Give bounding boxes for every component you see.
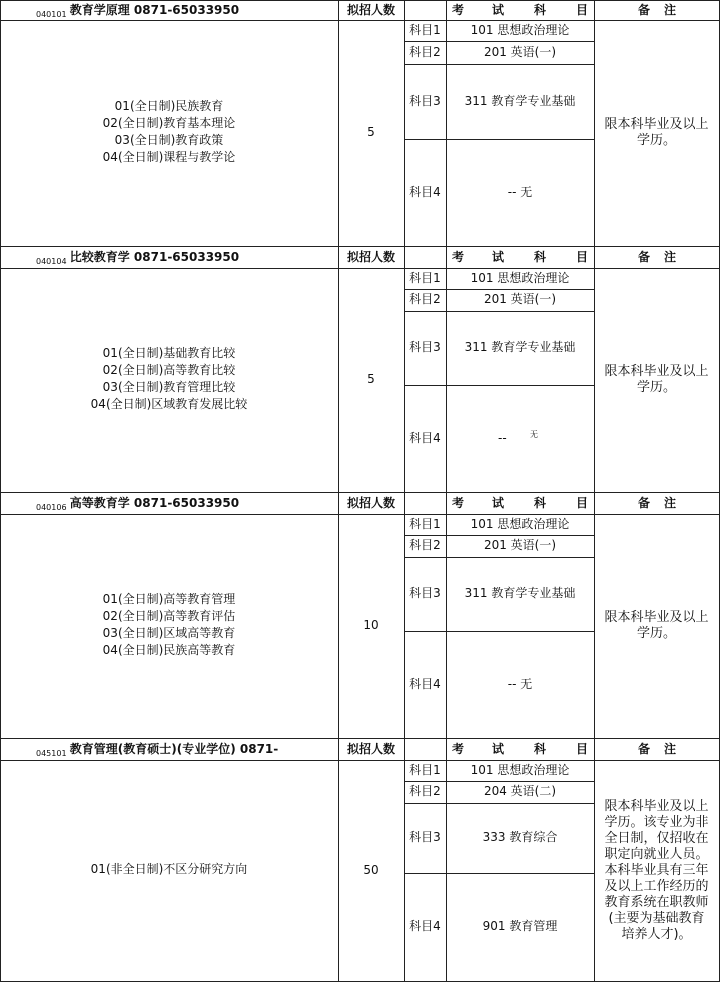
note-text: 限本科毕业及以上 学历。 [604, 610, 709, 641]
subject-row-line [404, 781, 594, 782]
exam-header-char: 考 [452, 496, 465, 510]
subject-value: 201 英语(一) [483, 292, 557, 306]
subject-label: 科目2 [409, 292, 441, 306]
exam-header-char: 科 [534, 250, 547, 264]
notes-header-char: 注 [664, 250, 677, 264]
direction-item: 01(全日制)基础教育比较 [102, 346, 236, 360]
header-row-bottom [0, 760, 720, 761]
exam-header-char: 考 [452, 742, 465, 756]
subject-row-line [404, 557, 594, 558]
exam-header-char: 试 [492, 3, 505, 17]
exam-header-char: 试 [492, 250, 505, 264]
program-code: 040106 [36, 503, 67, 512]
subject-row-line [404, 385, 594, 386]
subject-value: 101 思想政治理论 [470, 762, 570, 777]
subject-value: 311 教育学专业基础 [464, 586, 576, 600]
exam-header-char: 科 [534, 3, 547, 17]
direction-item: 01(全日制)高等教育管理 [102, 592, 236, 606]
exam-header-char: 科 [534, 742, 547, 756]
program-title: 教育管理(教育硕士)(专业学位) 0871- [69, 742, 279, 756]
direction-item: 03(全日制)教育政策 [114, 133, 224, 147]
subject-row-line [404, 64, 594, 65]
subject-label: 科目2 [409, 538, 441, 552]
exam-header-char: 考 [452, 250, 465, 264]
count-header: 拟招人数 [346, 496, 395, 510]
subject-row-line [404, 311, 594, 312]
note-text: 限本科毕业及以上 学历。该专业为非 全日制，仅招收在 职定向就业人员。 本科毕业具有三年 及以上工作经历的 教育系统在职教师 (主要为基础教育 培养人才)。 [604, 798, 709, 942]
header-row-bottom [0, 514, 720, 515]
subject-label: 科目2 [409, 44, 441, 59]
subject-value: 204 英语(二) [483, 784, 557, 798]
subject-value-small: 无 [530, 429, 538, 439]
subject-label: 科目1 [409, 516, 441, 531]
exam-header-char: 目 [576, 250, 589, 264]
note-text: 限本科毕业及以上 学历。 [604, 117, 709, 148]
exam-header-char: 目 [576, 3, 589, 17]
notes-header-char: 备 [638, 742, 651, 756]
subject-value: 201 英语(一) [483, 538, 557, 552]
planned-count: 5 [367, 125, 375, 139]
program-code: 040104 [36, 257, 67, 266]
header-row-bottom [0, 268, 720, 269]
subject-label: 科目3 [409, 93, 441, 108]
direction-item: 04(全日制)区域教育发展比较 [90, 397, 248, 411]
subject-value: -- [498, 430, 507, 445]
exam-header-char: 目 [576, 742, 589, 756]
program-title: 教育学原理 0871-65033950 [69, 3, 240, 17]
subject-row-line [404, 873, 594, 874]
notes-header-char: 备 [638, 250, 651, 264]
subject-value: -- 无 [507, 184, 533, 199]
program-code: 040101 [36, 10, 67, 19]
subject-row-line [404, 41, 594, 42]
exam-header-char: 目 [576, 496, 589, 510]
notes-header-char: 备 [638, 496, 651, 510]
notes-header-char: 注 [664, 742, 677, 756]
subject-label: 科目4 [409, 184, 441, 199]
program-code: 045101 [36, 749, 67, 758]
direction-item: 04(全日制)课程与教学论 [102, 150, 236, 164]
subject-label: 科目1 [409, 22, 441, 37]
subject-value: 333 教育综合 [482, 830, 558, 844]
subject-label: 科目3 [409, 340, 441, 354]
subject-label: 科目1 [409, 762, 441, 777]
block-divider [0, 246, 720, 247]
program-title: 比较教育学 0871-65033950 [69, 250, 240, 264]
exam-header-char: 科 [534, 496, 547, 510]
planned-count: 50 [363, 862, 379, 877]
note-text: 限本科毕业及以上 学历。 [604, 364, 709, 395]
column-line-1 [338, 0, 339, 982]
direction-item: 02(全日制)高等教育评估 [102, 609, 236, 623]
subject-value: 101 思想政治理论 [470, 270, 570, 285]
exam-header-char: 试 [492, 742, 505, 756]
table-border-top [0, 0, 720, 1]
subject-label: 科目4 [409, 676, 441, 691]
direction-item: 04(全日制)民族高等教育 [102, 643, 236, 657]
subject-label: 科目4 [409, 430, 441, 445]
subject-row-line [404, 631, 594, 632]
program-title: 高等教育学 0871-65033950 [69, 496, 240, 510]
subject-label: 科目2 [409, 784, 441, 798]
subject-label: 科目3 [409, 830, 441, 844]
subject-value: 901 教育管理 [482, 919, 558, 933]
notes-header-char: 注 [664, 3, 677, 17]
count-header: 拟招人数 [346, 742, 395, 756]
subject-value: 311 教育学专业基础 [464, 93, 576, 108]
block-divider [0, 492, 720, 493]
count-header: 拟招人数 [346, 250, 395, 264]
direction-item: 02(全日制)高等教育比较 [102, 363, 236, 377]
subject-value: -- 无 [507, 676, 533, 691]
subject-label: 科目4 [409, 919, 441, 933]
subject-row-line [404, 289, 594, 290]
count-header: 拟招人数 [346, 3, 395, 17]
subject-value: 201 英语(一) [483, 44, 557, 59]
planned-count: 5 [367, 372, 375, 386]
planned-count: 10 [363, 618, 379, 632]
notes-header-char: 备 [638, 3, 651, 17]
subject-value: 101 思想政治理论 [470, 22, 570, 37]
subject-row-line [404, 803, 594, 804]
subject-row-line [404, 535, 594, 536]
direction-item: 03(全日制)教育管理比较 [102, 380, 236, 394]
direction-item: 01(非全日制)不区分研究方向 [90, 862, 248, 876]
subject-label: 科目3 [409, 586, 441, 600]
direction-item: 01(全日制)民族教育 [114, 99, 224, 113]
header-row-bottom [0, 20, 720, 21]
subject-value: 101 思想政治理论 [470, 516, 570, 531]
subject-label: 科目1 [409, 270, 441, 285]
subject-row-line [404, 139, 594, 140]
exam-header-char: 考 [452, 3, 465, 17]
direction-item: 03(全日制)区域高等教育 [102, 626, 236, 640]
subject-value: 311 教育学专业基础 [464, 340, 576, 354]
direction-item: 02(全日制)教育基本理论 [102, 116, 236, 130]
notes-header-char: 注 [664, 496, 677, 510]
exam-header-char: 试 [492, 496, 505, 510]
block-divider [0, 738, 720, 739]
